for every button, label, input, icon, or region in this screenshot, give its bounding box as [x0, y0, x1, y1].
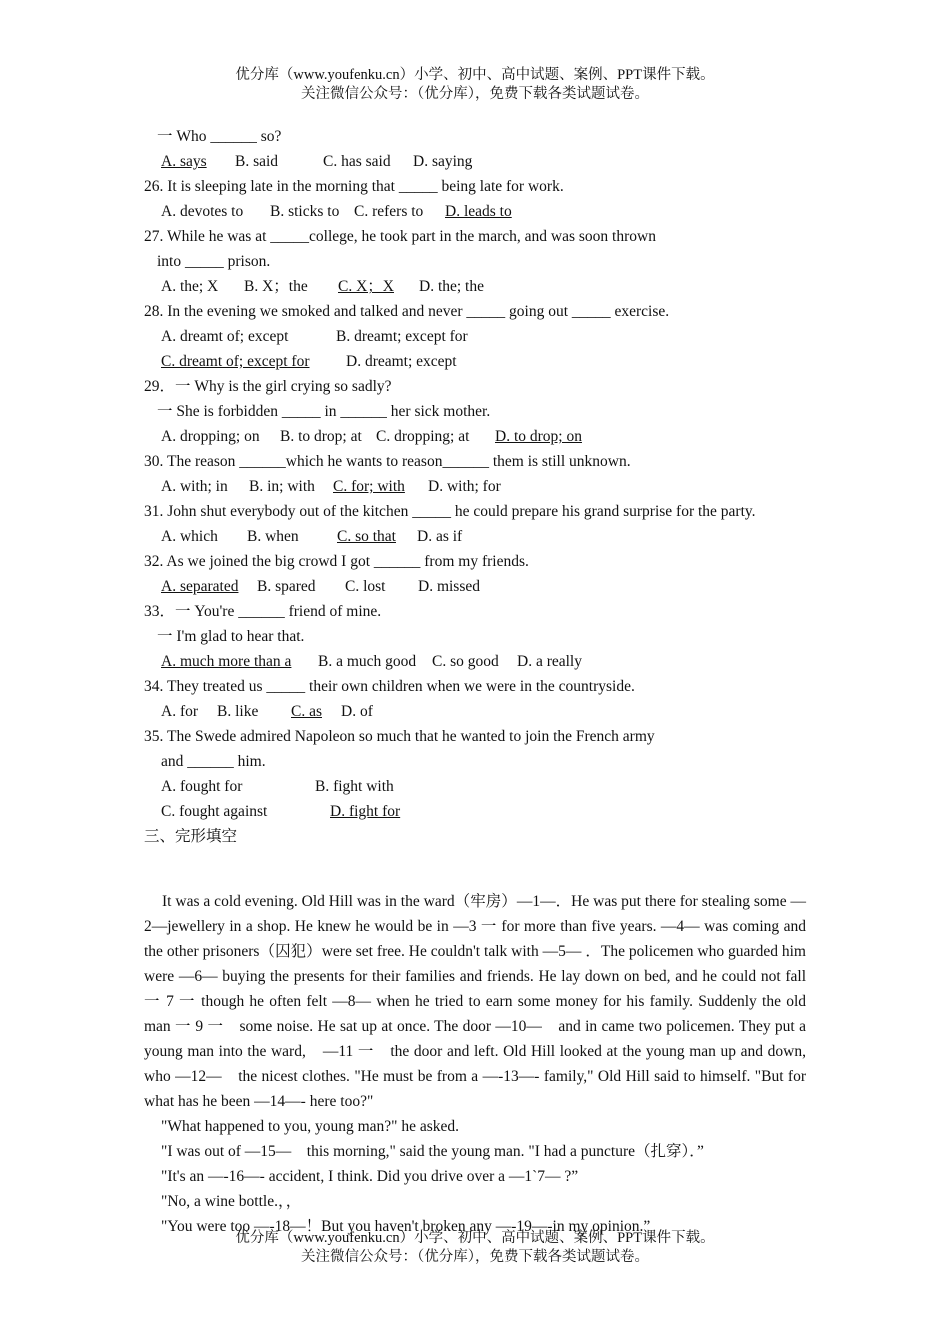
q30-option-c: C. for; with	[333, 478, 405, 495]
q28-option-c: C. dreamt of; except for	[161, 353, 310, 370]
q27-option-a: A. the; X	[161, 278, 219, 295]
cloze-dialogue-line-1: "What happened to you, young man?" he asked.	[161, 1117, 460, 1135]
cloze-dialogue-line-3: "It's an —-16—- accident, I think. Did you drive over a —1`7— ?”	[161, 1167, 579, 1185]
q32-option-c: C. lost	[345, 578, 386, 595]
q32-stem: 32. As we joined the big crowd I got ______ from my friends.	[144, 553, 529, 570]
q33-option-b: B. a much good	[318, 653, 417, 670]
q31-option-a: A. which	[161, 528, 218, 545]
q29-stem-line-2: 一 She is forbidden _____ in ______ her sick mother.	[157, 403, 491, 420]
q34-options	[0, 699, 950, 724]
q30-option-d: D. with; for	[428, 478, 501, 495]
q29-option-b: B. to drop; at	[280, 428, 362, 445]
q28-option-b: B. dreamt; except for	[336, 328, 468, 345]
q27-option-c: C. X；X	[338, 278, 394, 295]
q25-option-c: C. has said	[323, 153, 391, 170]
q25-stem: 一 Who ______ so?	[157, 128, 282, 145]
q26-option-d: D. leads to	[445, 203, 512, 220]
q34-option-c: C. as	[291, 703, 322, 720]
q25-option-a: A. says	[161, 153, 207, 170]
footer-line-2: 关注微信公众号：（优分库），免费下载各类试题试卷。	[301, 1249, 649, 1265]
q32-option-a: A. separated	[161, 578, 239, 595]
section-title-cloze: 三、完形填空	[144, 828, 238, 845]
q30-options	[0, 474, 950, 499]
q31-option-b: B. when	[247, 528, 299, 545]
q27-stem-line-1: 27. While he was at _____college, he took part in the march, and was soon thrown	[144, 228, 656, 245]
q35-option-a: A. fought for	[161, 778, 243, 795]
page-content	[0, 124, 950, 1239]
q27-stem-line-2: into _____ prison.	[157, 253, 271, 270]
q30-option-a: A. with; in	[161, 478, 228, 495]
q35-options-row-2	[0, 799, 950, 824]
q35-option-d: D. fight for	[330, 803, 401, 820]
section-spacer	[0, 849, 950, 873]
q33-option-d: D. a really	[517, 653, 582, 670]
q32-option-d: D. missed	[418, 578, 480, 595]
q29-options	[0, 424, 950, 449]
q33-options	[0, 649, 950, 674]
q33-stem-line-1: 33．一 You're ______ friend of mine.	[144, 603, 382, 620]
q31-options	[0, 524, 950, 549]
q34-option-d: D. of	[341, 703, 373, 720]
q30-option-b: B. in; with	[249, 478, 315, 495]
q28-option-d: D. dreamt; except	[346, 353, 457, 370]
q32-options	[0, 574, 950, 599]
q27-options	[0, 274, 950, 299]
q29-option-d: D. to drop; on	[495, 428, 582, 445]
q28-options-row-2	[0, 349, 950, 374]
cloze-passage-paragraph: It was a cold evening. Old Hill was in the ward（牢房）—1—．He was put there for stealing some —2—jewellery in a shop. He knew he would be in —3 一 for more than five years. —4— was coming and the other prisoners（囚犯）were set free. He couldn't talk with —5— ．The policemen who guarded him were —6— buying the presents for their families and friends. He lay down on bed, and he could not fall 一 7 一 though he often felt —8— when he tried to earn some money for his family. Suddenly the old man 一 9 一 some noise. He sat up at once. The door —10— and in came two policemen. They put a young man into the ward, —11 一 the door and left. Old Hill looked at the young man up and down, who —12— the nicest clothes. "He must be from a —-13—- family," Old Hill said to himself. "But for what has he been —14—- here too?"	[144, 892, 806, 1110]
q31-stem: 31. John shut everybody out of the kitchen _____ he could prepare his grand surprise for the party.	[144, 503, 756, 520]
q34-option-a: A. for	[161, 703, 199, 720]
q35-option-b: B. fight with	[315, 778, 394, 795]
page-footer	[0, 1229, 950, 1267]
footer-line-1: 优分库（www.youfenku.cn）小学、初中、高中试题、案例、PPT课件下载。	[235, 1230, 715, 1246]
q25-options	[0, 149, 950, 174]
q28-option-a: A. dreamt of; except	[161, 328, 289, 345]
q34-option-b: B. like	[217, 703, 259, 720]
q28-options-row-1	[0, 324, 950, 349]
q32-option-b: B. spared	[257, 578, 316, 595]
q34-stem: 34. They treated us _____ their own children when we were in the countryside.	[144, 678, 635, 695]
q35-option-c: C. fought against	[161, 803, 268, 820]
header-line-1: 优分库（www.youfenku.cn）小学、初中、高中试题、案例、PPT课件下载。	[235, 67, 715, 83]
q31-option-c: C. so that	[337, 528, 396, 545]
q33-option-c: C. so good	[432, 653, 499, 670]
page-header	[0, 66, 950, 104]
q27-option-b: B. X；the	[244, 278, 308, 295]
q26-option-c: C. refers to	[354, 203, 424, 220]
q35-options-row-1	[0, 774, 950, 799]
q29-stem-line-1: 29．一 Why is the girl crying so sadly?	[144, 378, 392, 395]
q28-stem: 28. In the evening we smoked and talked and never _____ going out _____ exercise.	[144, 303, 670, 320]
q26-options	[0, 199, 950, 224]
q33-option-a: A. much more than a	[161, 653, 292, 670]
q31-option-d: D. as if	[417, 528, 463, 545]
cloze-dialogue-line-5: "You were too —-18—！But you haven't broken any —-19—-in my opinion.”	[161, 1217, 651, 1235]
q26-stem: 26. It is sleeping late in the morning that _____ being late for work.	[144, 178, 564, 195]
q33-stem-line-2: 一 I'm glad to hear that.	[157, 628, 305, 645]
q27-option-d: D. the; the	[419, 278, 484, 295]
q35-stem-line-2: and ______ him.	[161, 753, 266, 770]
cloze-dialogue-line-4: "No, a wine bottle.，，	[161, 1192, 302, 1210]
cloze-dialogue-line-2: "I was out of —15— this morning," said the young man. "I had a puncture（扎穿）．”	[161, 1142, 704, 1160]
header-line-2: 关注微信公众号：（优分库），免费下载各类试题试卷。	[301, 86, 649, 102]
q29-option-c: C. dropping; at	[376, 428, 470, 445]
q29-option-a: A. dropping; on	[161, 428, 260, 445]
q35-stem-line-1: 35. The Swede admired Napoleon so much that he wanted to join the French army	[144, 728, 655, 745]
q26-option-b: B. sticks to	[270, 203, 340, 220]
q26-option-a: A. devotes to	[161, 203, 244, 220]
q25-option-d: D. saying	[413, 153, 473, 170]
q30-stem: 30. The reason ______which he wants to reason______ them is still unknown.	[144, 453, 631, 470]
q25-option-b: B. said	[235, 153, 279, 170]
